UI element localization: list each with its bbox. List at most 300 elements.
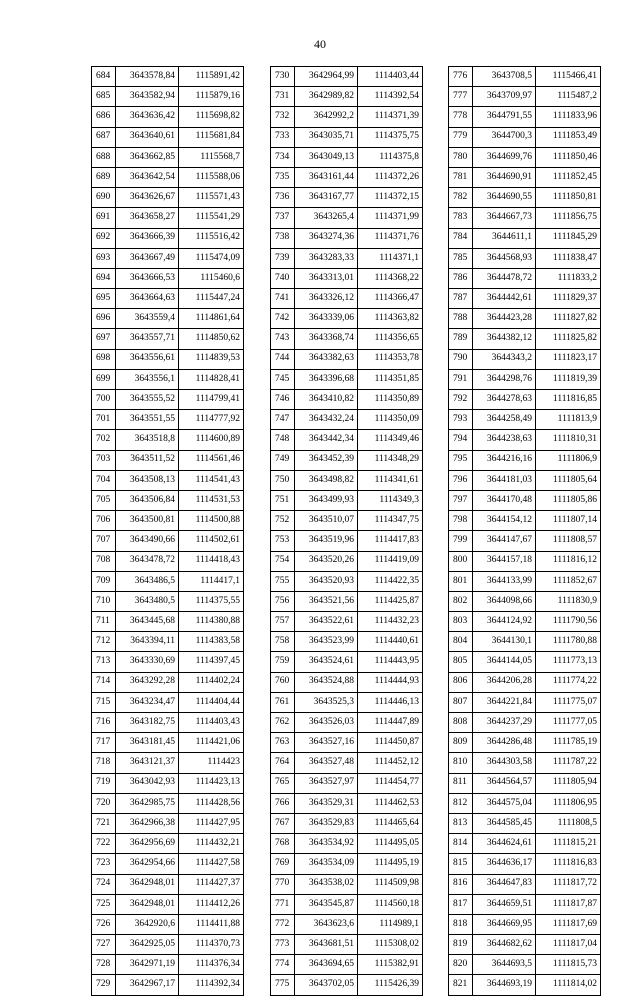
x-coordinate-cell: 3643519,96 xyxy=(295,531,358,551)
point-number-cell: 740 xyxy=(271,268,295,288)
table-row xyxy=(92,188,244,208)
table-row xyxy=(92,127,244,147)
table-row xyxy=(92,248,244,268)
table-row xyxy=(92,672,244,692)
x-coordinate-cell: 3644575,04 xyxy=(473,793,536,813)
x-coordinate-cell: 3642920,6 xyxy=(116,914,179,934)
table-row xyxy=(271,591,423,611)
x-coordinate-cell: 3643527,48 xyxy=(295,753,358,773)
table-row xyxy=(92,470,244,490)
x-coordinate-cell: 3643708,5 xyxy=(473,67,536,87)
x-coordinate-cell: 3643506,84 xyxy=(116,490,179,510)
y-coordinate-cell: 1114376,34 xyxy=(179,955,244,975)
point-number-cell: 759 xyxy=(271,652,295,672)
table-row xyxy=(449,248,601,268)
y-coordinate-cell: 1111833,2 xyxy=(536,268,601,288)
x-coordinate-cell: 3643527,97 xyxy=(295,773,358,793)
y-coordinate-cell: 1111785,19 xyxy=(536,733,601,753)
table-row xyxy=(449,470,601,490)
y-coordinate-cell: 1111852,67 xyxy=(536,571,601,591)
table-row xyxy=(449,127,601,147)
table-row xyxy=(271,652,423,672)
page-number: 40 xyxy=(314,37,326,51)
x-coordinate-cell: 3643181,45 xyxy=(116,733,179,753)
table-row xyxy=(271,935,423,955)
x-coordinate-cell: 3643396,68 xyxy=(295,369,358,389)
table-row xyxy=(449,672,601,692)
point-number-cell: 701 xyxy=(92,410,116,430)
y-coordinate-cell: 1114423,13 xyxy=(179,773,244,793)
x-coordinate-cell: 3643702,05 xyxy=(295,975,358,995)
point-number-cell: 714 xyxy=(92,672,116,692)
point-number-cell: 722 xyxy=(92,834,116,854)
table-row xyxy=(92,753,244,773)
x-coordinate-cell: 3643445,68 xyxy=(116,612,179,632)
point-number-cell: 712 xyxy=(92,632,116,652)
table-row xyxy=(449,955,601,975)
point-number-cell: 774 xyxy=(271,955,295,975)
point-number-cell: 808 xyxy=(449,713,473,733)
table-row xyxy=(449,652,601,672)
point-number-cell: 801 xyxy=(449,571,473,591)
y-coordinate-cell: 1111833,96 xyxy=(536,107,601,127)
y-coordinate-cell: 1114495,05 xyxy=(358,834,423,854)
x-coordinate-cell: 3643330,69 xyxy=(116,652,179,672)
y-coordinate-cell: 1115681,84 xyxy=(179,127,244,147)
point-number-cell: 721 xyxy=(92,813,116,833)
point-number-cell: 769 xyxy=(271,854,295,874)
y-coordinate-cell: 1114828,41 xyxy=(179,369,244,389)
point-number-cell: 785 xyxy=(449,248,473,268)
x-coordinate-cell: 3643521,56 xyxy=(295,591,358,611)
x-coordinate-cell: 3644478,72 xyxy=(473,268,536,288)
x-coordinate-cell: 3643265,4 xyxy=(295,208,358,228)
y-coordinate-cell: 1114349,3 xyxy=(358,490,423,510)
coordinates-table-1 xyxy=(91,66,244,996)
table-row xyxy=(271,531,423,551)
y-coordinate-cell: 1114347,75 xyxy=(358,511,423,531)
point-number-cell: 695 xyxy=(92,289,116,309)
table-row xyxy=(449,369,601,389)
table-row xyxy=(449,490,601,510)
x-coordinate-cell: 3643442,34 xyxy=(295,430,358,450)
point-number-cell: 784 xyxy=(449,228,473,248)
y-coordinate-cell: 1111816,85 xyxy=(536,390,601,410)
point-number-cell: 811 xyxy=(449,773,473,793)
point-number-cell: 710 xyxy=(92,591,116,611)
y-coordinate-cell: 1111817,69 xyxy=(536,914,601,934)
table-row xyxy=(449,773,601,793)
point-number-cell: 792 xyxy=(449,390,473,410)
table-row xyxy=(449,430,601,450)
x-coordinate-cell: 3643557,71 xyxy=(116,329,179,349)
x-coordinate-cell: 3644690,55 xyxy=(473,188,536,208)
x-coordinate-cell: 3643626,67 xyxy=(116,188,179,208)
x-coordinate-cell: 3642989,82 xyxy=(295,87,358,107)
point-number-cell: 761 xyxy=(271,692,295,712)
table-row xyxy=(92,955,244,975)
point-number-cell: 738 xyxy=(271,228,295,248)
table-row xyxy=(92,713,244,733)
x-coordinate-cell: 3642985,75 xyxy=(116,793,179,813)
point-number-cell: 806 xyxy=(449,672,473,692)
point-number-cell: 685 xyxy=(92,87,116,107)
point-number-cell: 747 xyxy=(271,410,295,430)
point-number-cell: 813 xyxy=(449,813,473,833)
y-coordinate-cell: 1111780,88 xyxy=(536,632,601,652)
table-row xyxy=(449,531,601,551)
point-number-cell: 763 xyxy=(271,733,295,753)
table-row xyxy=(92,652,244,672)
table-row xyxy=(271,167,423,187)
point-number-cell: 734 xyxy=(271,147,295,167)
y-coordinate-cell: 1114371,76 xyxy=(358,228,423,248)
x-coordinate-cell: 3644286,48 xyxy=(473,733,536,753)
table-row xyxy=(92,854,244,874)
y-coordinate-cell: 1111775,07 xyxy=(536,692,601,712)
x-coordinate-cell: 3644636,17 xyxy=(473,854,536,874)
point-number-cell: 696 xyxy=(92,309,116,329)
y-coordinate-cell: 1114350,09 xyxy=(358,410,423,430)
point-number-cell: 699 xyxy=(92,369,116,389)
point-number-cell: 768 xyxy=(271,834,295,854)
table-row xyxy=(92,632,244,652)
table-row xyxy=(92,349,244,369)
y-coordinate-cell: 1115460,6 xyxy=(179,268,244,288)
table-row xyxy=(449,228,601,248)
y-coordinate-cell: 1114465,64 xyxy=(358,813,423,833)
x-coordinate-cell: 3644624,61 xyxy=(473,834,536,854)
y-coordinate-cell: 1114419,09 xyxy=(358,551,423,571)
x-coordinate-cell: 3643666,39 xyxy=(116,228,179,248)
table-row xyxy=(449,147,601,167)
y-coordinate-cell: 1111827,82 xyxy=(536,309,601,329)
table-row xyxy=(449,834,601,854)
table-row xyxy=(92,773,244,793)
x-coordinate-cell: 3642966,38 xyxy=(116,813,179,833)
point-number-cell: 821 xyxy=(449,975,473,995)
y-coordinate-cell: 1111805,64 xyxy=(536,470,601,490)
table-row xyxy=(271,955,423,975)
table-row xyxy=(271,793,423,813)
point-number-cell: 789 xyxy=(449,329,473,349)
table-row xyxy=(449,591,601,611)
y-coordinate-cell: 1115487,2 xyxy=(536,87,601,107)
y-coordinate-cell: 1115308,02 xyxy=(358,935,423,955)
point-number-cell: 791 xyxy=(449,369,473,389)
point-number-cell: 751 xyxy=(271,490,295,510)
x-coordinate-cell: 3643508,13 xyxy=(116,470,179,490)
table-row xyxy=(449,874,601,894)
table-row xyxy=(449,349,601,369)
point-number-cell: 776 xyxy=(449,67,473,87)
x-coordinate-cell: 3644221,84 xyxy=(473,692,536,712)
x-coordinate-cell: 3643538,02 xyxy=(295,874,358,894)
point-number-cell: 719 xyxy=(92,773,116,793)
x-coordinate-cell: 3642925,05 xyxy=(116,935,179,955)
x-coordinate-cell: 3644181,03 xyxy=(473,470,536,490)
y-coordinate-cell: 1114371,39 xyxy=(358,107,423,127)
point-number-cell: 787 xyxy=(449,289,473,309)
x-coordinate-cell: 3644564,57 xyxy=(473,773,536,793)
x-coordinate-cell: 3643522,61 xyxy=(295,612,358,632)
point-number-cell: 733 xyxy=(271,127,295,147)
y-coordinate-cell: 1114422,35 xyxy=(358,571,423,591)
x-coordinate-cell: 3643161,44 xyxy=(295,167,358,187)
x-coordinate-cell: 3644133,99 xyxy=(473,571,536,591)
y-coordinate-cell: 1111830,9 xyxy=(536,591,601,611)
point-number-cell: 745 xyxy=(271,369,295,389)
table-row xyxy=(271,692,423,712)
x-coordinate-cell: 3644568,93 xyxy=(473,248,536,268)
table-row xyxy=(271,733,423,753)
point-number-cell: 794 xyxy=(449,430,473,450)
x-coordinate-cell: 3643709,97 xyxy=(473,87,536,107)
point-number-cell: 772 xyxy=(271,914,295,934)
x-coordinate-cell: 3643694,65 xyxy=(295,955,358,975)
x-coordinate-cell: 3643035,71 xyxy=(295,127,358,147)
point-number-cell: 687 xyxy=(92,127,116,147)
point-number-cell: 812 xyxy=(449,793,473,813)
point-number-cell: 711 xyxy=(92,612,116,632)
y-coordinate-cell: 1114444,93 xyxy=(358,672,423,692)
table-row xyxy=(92,511,244,531)
x-coordinate-cell: 3643326,12 xyxy=(295,289,358,309)
point-number-cell: 744 xyxy=(271,349,295,369)
y-coordinate-cell: 1114375,75 xyxy=(358,127,423,147)
y-coordinate-cell: 1114450,87 xyxy=(358,733,423,753)
point-number-cell: 730 xyxy=(271,67,295,87)
x-coordinate-cell: 3643042,93 xyxy=(116,773,179,793)
y-coordinate-cell: 1111773,13 xyxy=(536,652,601,672)
x-coordinate-cell: 3643274,36 xyxy=(295,228,358,248)
point-number-cell: 706 xyxy=(92,511,116,531)
table-row xyxy=(92,87,244,107)
y-coordinate-cell: 1111790,56 xyxy=(536,612,601,632)
table-row xyxy=(92,309,244,329)
x-coordinate-cell: 3644423,28 xyxy=(473,309,536,329)
point-number-cell: 741 xyxy=(271,289,295,309)
point-number-cell: 783 xyxy=(449,208,473,228)
x-coordinate-cell: 3643578,84 xyxy=(116,67,179,87)
y-coordinate-cell: 1114447,89 xyxy=(358,713,423,733)
x-coordinate-cell: 3644170,48 xyxy=(473,490,536,510)
point-number-cell: 780 xyxy=(449,147,473,167)
point-number-cell: 777 xyxy=(449,87,473,107)
x-coordinate-cell: 3643545,87 xyxy=(295,894,358,914)
x-coordinate-cell: 3643313,01 xyxy=(295,268,358,288)
table-row xyxy=(271,349,423,369)
point-number-cell: 817 xyxy=(449,894,473,914)
x-coordinate-cell: 3643642,54 xyxy=(116,167,179,187)
table-row xyxy=(449,289,601,309)
table-row xyxy=(449,632,601,652)
point-number-cell: 743 xyxy=(271,329,295,349)
x-coordinate-cell: 3643556,61 xyxy=(116,349,179,369)
x-coordinate-cell: 3643666,53 xyxy=(116,268,179,288)
y-coordinate-cell: 1115571,43 xyxy=(179,188,244,208)
point-number-cell: 739 xyxy=(271,248,295,268)
x-coordinate-cell: 3644669,95 xyxy=(473,914,536,934)
table-row xyxy=(92,67,244,87)
y-coordinate-cell: 1114371,1 xyxy=(358,248,423,268)
point-number-cell: 704 xyxy=(92,470,116,490)
y-coordinate-cell: 1114404,44 xyxy=(179,692,244,712)
x-coordinate-cell: 3643582,94 xyxy=(116,87,179,107)
x-coordinate-cell: 3644237,29 xyxy=(473,713,536,733)
x-coordinate-cell: 3642954,66 xyxy=(116,854,179,874)
x-coordinate-cell: 3643524,61 xyxy=(295,652,358,672)
x-coordinate-cell: 3643182,75 xyxy=(116,713,179,733)
table-row xyxy=(271,450,423,470)
table-row xyxy=(271,147,423,167)
y-coordinate-cell: 1114600,89 xyxy=(179,430,244,450)
y-coordinate-cell: 1114509,98 xyxy=(358,874,423,894)
y-coordinate-cell: 1114421,06 xyxy=(179,733,244,753)
table-row xyxy=(92,914,244,934)
x-coordinate-cell: 3643234,47 xyxy=(116,692,179,712)
point-number-cell: 809 xyxy=(449,733,473,753)
point-number-cell: 755 xyxy=(271,571,295,591)
x-coordinate-cell: 3643049,13 xyxy=(295,147,358,167)
x-coordinate-cell: 3644147,67 xyxy=(473,531,536,551)
table-row xyxy=(271,188,423,208)
y-coordinate-cell: 1111817,04 xyxy=(536,935,601,955)
point-number-cell: 816 xyxy=(449,874,473,894)
table-row xyxy=(92,935,244,955)
table-row xyxy=(449,390,601,410)
y-coordinate-cell: 1114411,88 xyxy=(179,914,244,934)
y-coordinate-cell: 1115516,42 xyxy=(179,228,244,248)
y-coordinate-cell: 1115426,39 xyxy=(358,975,423,995)
y-coordinate-cell: 1115541,29 xyxy=(179,208,244,228)
table-row xyxy=(92,167,244,187)
table-row xyxy=(271,713,423,733)
point-number-cell: 804 xyxy=(449,632,473,652)
x-coordinate-cell: 3644690,91 xyxy=(473,167,536,187)
y-coordinate-cell: 1114432,23 xyxy=(358,612,423,632)
point-number-cell: 723 xyxy=(92,854,116,874)
table-row xyxy=(271,410,423,430)
y-coordinate-cell: 1111850,46 xyxy=(536,147,601,167)
point-number-cell: 793 xyxy=(449,410,473,430)
x-coordinate-cell: 3644693,5 xyxy=(473,955,536,975)
table-row xyxy=(92,289,244,309)
y-coordinate-cell: 1114366,47 xyxy=(358,289,423,309)
point-number-cell: 693 xyxy=(92,248,116,268)
x-coordinate-cell: 3644130,1 xyxy=(473,632,536,652)
y-coordinate-cell: 1114353,78 xyxy=(358,349,423,369)
x-coordinate-cell: 3643167,77 xyxy=(295,188,358,208)
point-number-cell: 752 xyxy=(271,511,295,531)
y-coordinate-cell: 1111814,02 xyxy=(536,975,601,995)
x-coordinate-cell: 3642971,19 xyxy=(116,955,179,975)
x-coordinate-cell: 3644682,62 xyxy=(473,935,536,955)
x-coordinate-cell: 3643480,5 xyxy=(116,591,179,611)
y-coordinate-cell: 1111852,45 xyxy=(536,167,601,187)
y-coordinate-cell: 1114495,19 xyxy=(358,854,423,874)
table-row xyxy=(271,571,423,591)
table-row xyxy=(449,692,601,712)
y-coordinate-cell: 1111823,17 xyxy=(536,349,601,369)
y-coordinate-cell: 1114412,26 xyxy=(179,894,244,914)
y-coordinate-cell: 1111787,22 xyxy=(536,753,601,773)
table-row xyxy=(271,854,423,874)
y-coordinate-cell: 1111850,81 xyxy=(536,188,601,208)
point-number-cell: 709 xyxy=(92,571,116,591)
coordinates-table-3 xyxy=(448,66,601,996)
table-row xyxy=(92,208,244,228)
table-row xyxy=(92,531,244,551)
table-row xyxy=(271,894,423,914)
point-number-cell: 686 xyxy=(92,107,116,127)
y-coordinate-cell: 1114351,85 xyxy=(358,369,423,389)
y-coordinate-cell: 1114392,54 xyxy=(358,87,423,107)
point-number-cell: 805 xyxy=(449,652,473,672)
y-coordinate-cell: 1114417,83 xyxy=(358,531,423,551)
point-number-cell: 688 xyxy=(92,147,116,167)
point-number-cell: 796 xyxy=(449,470,473,490)
x-coordinate-cell: 3642948,01 xyxy=(116,894,179,914)
point-number-cell: 770 xyxy=(271,874,295,894)
point-number-cell: 790 xyxy=(449,349,473,369)
point-number-cell: 717 xyxy=(92,733,116,753)
x-coordinate-cell: 3643527,16 xyxy=(295,733,358,753)
y-coordinate-cell: 1115382,91 xyxy=(358,955,423,975)
point-number-cell: 716 xyxy=(92,713,116,733)
point-number-cell: 767 xyxy=(271,813,295,833)
table-row xyxy=(92,390,244,410)
x-coordinate-cell: 3644258,49 xyxy=(473,410,536,430)
y-coordinate-cell: 1111815,73 xyxy=(536,955,601,975)
y-coordinate-cell: 1111817,72 xyxy=(536,874,601,894)
y-coordinate-cell: 1114462,53 xyxy=(358,793,423,813)
table-row xyxy=(449,733,601,753)
y-coordinate-cell: 1111819,39 xyxy=(536,369,601,389)
point-number-cell: 718 xyxy=(92,753,116,773)
table-row xyxy=(449,188,601,208)
table-row xyxy=(92,410,244,430)
point-number-cell: 742 xyxy=(271,309,295,329)
y-coordinate-cell: 1115568,7 xyxy=(179,147,244,167)
table-row xyxy=(271,834,423,854)
point-number-cell: 735 xyxy=(271,167,295,187)
y-coordinate-cell: 1114446,13 xyxy=(358,692,423,712)
table-row xyxy=(92,894,244,914)
x-coordinate-cell: 3643662,85 xyxy=(116,147,179,167)
point-number-cell: 773 xyxy=(271,935,295,955)
y-coordinate-cell: 1114363,82 xyxy=(358,309,423,329)
x-coordinate-cell: 3643368,74 xyxy=(295,329,358,349)
point-number-cell: 684 xyxy=(92,67,116,87)
point-number-cell: 692 xyxy=(92,228,116,248)
x-coordinate-cell: 3643339,06 xyxy=(295,309,358,329)
x-coordinate-cell: 3644216,16 xyxy=(473,450,536,470)
x-coordinate-cell: 3644343,2 xyxy=(473,349,536,369)
y-coordinate-cell: 1115466,41 xyxy=(536,67,601,87)
x-coordinate-cell: 3644647,83 xyxy=(473,874,536,894)
point-number-cell: 703 xyxy=(92,450,116,470)
point-number-cell: 694 xyxy=(92,268,116,288)
x-coordinate-cell: 3643510,07 xyxy=(295,511,358,531)
x-coordinate-cell: 3644791,55 xyxy=(473,107,536,127)
y-coordinate-cell: 1114777,92 xyxy=(179,410,244,430)
y-coordinate-cell: 1114370,73 xyxy=(179,935,244,955)
y-coordinate-cell: 1111853,49 xyxy=(536,127,601,147)
x-coordinate-cell: 3643529,31 xyxy=(295,793,358,813)
y-coordinate-cell: 1111810,31 xyxy=(536,430,601,450)
x-coordinate-cell: 3644298,76 xyxy=(473,369,536,389)
